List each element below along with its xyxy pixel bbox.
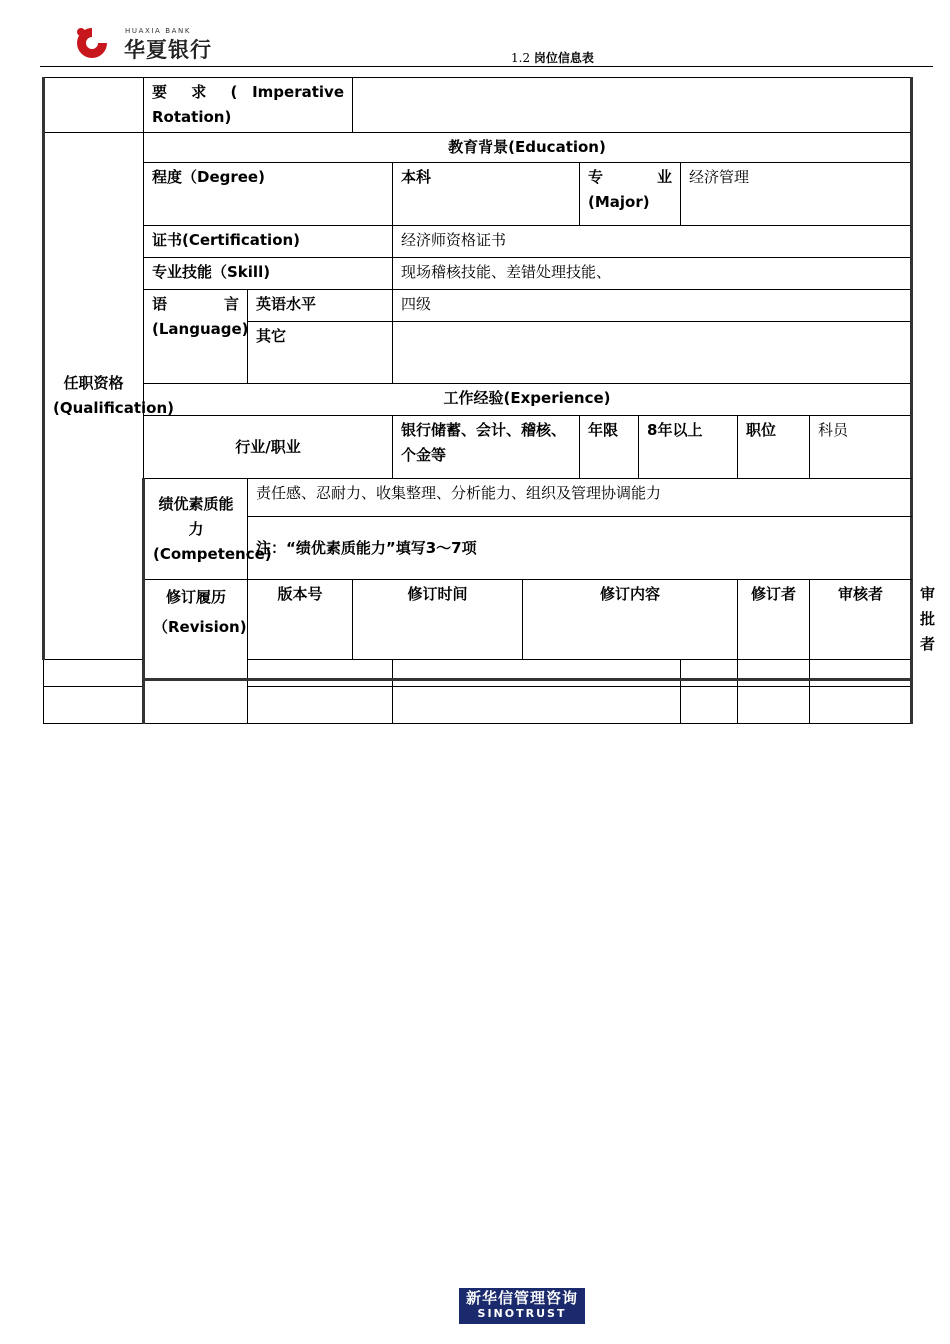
revision-header-time: 修订时间 (353, 580, 523, 660)
years-label: 年限 (580, 416, 639, 479)
revision-header-version: 版本号 (248, 580, 353, 660)
industry-label: 行业/职业 (144, 416, 393, 479)
position-value: 科员 (810, 416, 912, 479)
revision-cell (44, 660, 144, 687)
revision-cell (810, 687, 912, 724)
skill-value: 现场稽核技能、差错处理技能、 (393, 258, 912, 290)
revision-label: 修订履历（Revision) (144, 580, 248, 724)
rotation-value (353, 78, 912, 133)
position-label: 职位 (738, 416, 810, 479)
years-value: 8年以上 (639, 416, 738, 479)
revision-header-content: 修订内容 (523, 580, 738, 660)
bank-name-en: HUAXIA BANK (125, 27, 192, 35)
header-divider (40, 66, 933, 67)
document-title (511, 49, 594, 66)
language-label: 语 言(Language) (144, 290, 248, 384)
bank-name-cn: 华夏银行 (124, 38, 212, 62)
bank-logo-icon (72, 24, 112, 62)
revision-cell (248, 660, 393, 687)
qualification-label: 任职资格(Qualification) (44, 133, 144, 660)
revision-header-reviser: 修订者 (738, 580, 810, 660)
certification-value: 经济师资格证书 (393, 226, 912, 258)
revision-cell (248, 687, 393, 724)
experience-header: 工作经验(Experience) (144, 384, 912, 416)
table-bottom-rule (142, 678, 913, 681)
bank-logo (72, 24, 232, 64)
industry-value: 银行储蓄、会计、稽核、个金等 (393, 416, 580, 479)
revision-cell (44, 687, 144, 724)
revision-cell (393, 660, 681, 687)
revision-cell (681, 687, 738, 724)
revision-header-auditor: 审核者 (810, 580, 912, 660)
major-label: 专 业(Major) (580, 163, 681, 226)
competence-label: 绩优素质能力(Competence) (144, 479, 248, 580)
degree-value: 本科 (393, 163, 580, 226)
position-info-table: 要 求 ( Imperative Rotation) 任职资格(Qualification) 教育背景(Education) 程度（Degree) 本科 专 业(Major) 经济管理 证书(Certification) 经济师资格证书 专业技能（Skill) 现场稽核技能、差错处理技能、 语 言(Language) 英语水平 四级 其它 工作经验(Experience) 行业/职业 银行储蓄、会计、稽核、个金等 年限 8年以上 职位 科员 绩优素质能力(Competence) 责任感、忍耐力、收集整理、分析能力、组织及管理协调能力 注：“绩优素质能力”填写3～7项 修订履历（Revision) 版本号 修订时间 修订内容 修订者 审核者 审批者 (42, 77, 913, 724)
english-level-value: 四级 (393, 290, 912, 322)
certification-label: 证书(Certification) (144, 226, 393, 258)
education-header: 教育背景(Education) (144, 133, 912, 163)
revision-cell (738, 660, 810, 687)
rotation-label-spacer (44, 78, 144, 133)
sinotrust-name-cn: 新华信管理咨询 (465, 1289, 578, 1307)
revision-cell (681, 660, 738, 687)
document-number: 1.2 (511, 51, 531, 65)
document-title-text: 岗位信息表 (533, 51, 594, 65)
other-language-label: 其它 (248, 322, 393, 384)
skill-label: 专业技能（Skill) (144, 258, 393, 290)
english-level-label: 英语水平 (248, 290, 393, 322)
sinotrust-logo (459, 1288, 585, 1324)
rotation-label: 要 求 ( Imperative Rotation) (144, 78, 353, 133)
competence-value: 责任感、忍耐力、收集整理、分析能力、组织及管理协调能力 (248, 479, 912, 517)
sinotrust-name-en: SINOTRUST (477, 1307, 567, 1320)
revision-cell (393, 687, 681, 724)
competence-note: 注：“绩优素质能力”填写3～7项 (248, 517, 912, 580)
degree-label: 程度（Degree) (144, 163, 393, 226)
revision-cell (810, 660, 912, 687)
other-language-value (393, 322, 912, 384)
revision-cell (738, 687, 810, 724)
major-value: 经济管理 (681, 163, 912, 226)
